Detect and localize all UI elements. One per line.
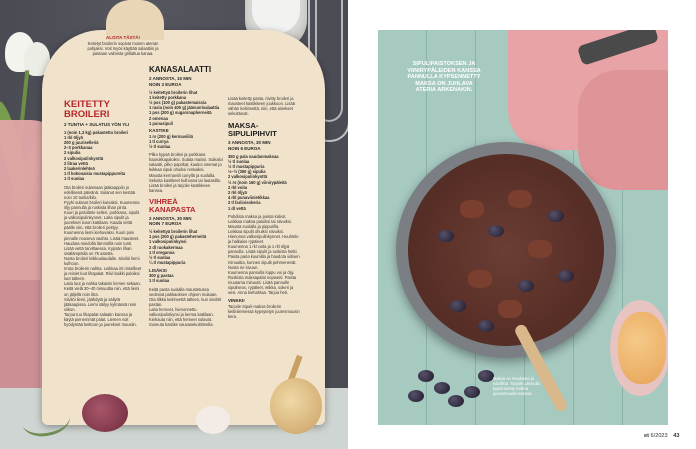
grape — [518, 280, 534, 292]
ingredient: ½ keitettyä broilerin lihat — [149, 229, 198, 235]
ingredient: 1 rasia (noin 400 g) jäävuorisalaattia — [149, 105, 220, 111]
method-step: Kuumenna 1 rkl voita ja 1 rkl öljyä pannulla. Lisää sipulit ja ruskista hetki. Paista paria kuumilla ja haudota viitisen minuuttia, kunnes sipulit pehmenevät. Nosta ne sivuun. — [228, 244, 300, 270]
ingredient: 2 litraa vettä — [64, 160, 88, 166]
ingredient: ¼ tl mustapippuria — [149, 260, 186, 266]
method-step: Mausta kermaviili curryllä ja suolalla. — [149, 172, 216, 178]
recipe-title: KEITETTY BROILERI — [64, 99, 110, 120]
cutting-board-handle — [106, 0, 164, 40]
photo-caption: Maksa on maukasta ja edullista. Tarjoile pannulla kypsennetty maksa juuresmuusin kanssa. — [493, 376, 540, 397]
liver-piece — [468, 270, 492, 288]
recipe-keitetty-broileri — [64, 100, 142, 327]
method-step: Leikkaa sipulit ohuiksi siivuiksi. Hienonna valkosipulinkynnet. Huuhtele ja halkaise rypäleet. — [228, 229, 299, 245]
ingredient: 2 dl ruokakermaa — [149, 244, 183, 250]
method-step: Keitä pasta suolalla maustetussa vedessä pakkauksen ohjeen mukaan. Ota tilkka keitinvettä talteen, kun siivilöit pastan. — [149, 286, 222, 307]
ingredient: ½ rs (noin 160 g) viinirypäleitä — [228, 179, 287, 185]
garlic — [196, 406, 230, 434]
recipe-meta: 2 TUNTIA + SULATUS YÖN YLI — [64, 121, 130, 127]
ingredient: 350 g pala naudanmaksaa — [228, 153, 279, 159]
grape — [418, 370, 434, 382]
liver-piece — [498, 300, 522, 318]
ingredient: 200 g juuriselleriä — [64, 139, 99, 145]
ingredient-list — [64, 130, 142, 182]
grape — [438, 230, 454, 242]
ingredient: 2 laakerinlehteä — [64, 165, 95, 171]
ingredient: 2 valkosipulinkynttä — [228, 174, 268, 180]
ingredient: 1 keitetty porkkana — [149, 94, 187, 100]
grape — [558, 270, 574, 282]
tip-text: Tarjoile Sipuli-maksa broilerin keitinliemessä kypsytetyn juuresmuusin kera. — [228, 303, 300, 320]
liver-piece — [460, 200, 484, 218]
ingredient: ½ tl suolaa — [149, 144, 171, 149]
method-step: Tarjoa tuo lihapalat salaatin kanssa ja käytä pienemmät palat. Liemen voit hyödyntää keittoon ja juurekset muusiin. — [64, 311, 137, 328]
method-step: Siivilöi liemi, jäähdytä ja säilytä jääkaapissa. Liemi säilyy kylmässä noin viikon. — [64, 296, 137, 312]
method-step: Kuumenna pannulla loppu voi ja öljy. Ruskista maksapalat nopeasti. Paista muutama minuutti. Lisää pannulle sipuliseos, rypäleet, etikka, sokeri ja vesi. Anna kiehahtaa. Tarjoa heti. — [228, 269, 297, 296]
grape — [450, 300, 466, 312]
method-step: Ota broileri sulamaan jääkaappiin jo edellisenä päivänä. Sulanut sen kestää noin 10 tuntia/kilo. — [64, 184, 136, 200]
recipe-title: KANASALAATTI — [149, 65, 212, 74]
issue-number: 6/2023 — [650, 433, 668, 439]
onion — [270, 378, 322, 434]
grape — [434, 382, 450, 394]
method-step: Irrota broilerin nahka. Leikkaa irti rintafileet ja reisiet luut lihapalat. Riivi kaikki paloiksi luut talteen. — [64, 266, 142, 282]
ingredient: ½ pss (100 g) pakastemaissia — [149, 99, 207, 105]
ingredient: 2 rkl voita — [228, 184, 248, 190]
grape — [478, 370, 494, 382]
ingredient: 1 tl suolaa — [64, 176, 85, 182]
recipe-meta: 2 ANNOSTA, 15 MIN NOIN 3 EUROA — [149, 76, 192, 87]
grape — [478, 320, 494, 332]
ingredient: 2–3 porkkanaa — [64, 145, 93, 151]
page-number: 43 — [673, 433, 680, 439]
grape — [464, 386, 480, 398]
ingredient: 1 tl suolaa — [149, 278, 170, 284]
tip-heading: VINKKI! — [228, 298, 245, 304]
extras-heading: LISÄKSI — [149, 267, 167, 273]
ingredient: 2 tl fariinisokeria — [228, 200, 261, 206]
ingredient: 1 dl vettä — [228, 205, 246, 211]
recipe-meta: 3 ANNOSTA, 30 MIN NOIN 6 EUROA — [228, 140, 271, 151]
method-step: Pilko kypsä broileri ja porkkana haarukkapaloiksi. Sulata maissi. Suikaloi salaatti, pilko paprikat, kuutioi omenat ja leikkaa sipuli ohuiksi renkaiksi. — [149, 152, 223, 173]
red-onion — [82, 394, 128, 432]
intro-heading: ALOITA TÄSTÄ! — [106, 35, 140, 40]
recipe-maksa-sipulipihvit — [228, 96, 300, 319]
recipe-title: MAKSA-SIPULIPIHVIT — [228, 121, 277, 139]
ingredient: 1 rkl öljyä — [64, 134, 83, 140]
intro-text: Keitetyt broilerin sopivat monen aterian pohjaksi. Voit myös käyttää salaattiin ja pastaan valmista grillattua kanaa. — [87, 40, 159, 56]
recipe-kanasalaatti — [149, 66, 223, 327]
method-step: Laita herneet, hienonnettu valkosipulinkynsi ja kerma kattilaan. Kiehauta niin, että herneet sulavat. Soseuta kastike sauvasekoittimella. — [149, 306, 214, 328]
ingredient: 1 rs (200 g) kermaviiliä — [149, 133, 193, 139]
method-step: Pyyhi sulanut broileri kuivaksi. Kuumenna öljy pannulla ja ruskista lihan pinta. — [64, 199, 140, 210]
sauce-heading: KASTIKE — [149, 128, 169, 133]
ingredient: 4 rkl punaviinietikkaa — [228, 195, 270, 201]
ingredient: 1 punasipuli — [149, 120, 173, 126]
method-step: Lisää keitetty pasta, riivitty broileri ja mausteet kastikkeen joukkoon. Lisää vähän keitinvettä, niin, että ainekset sekoittuvat. — [228, 96, 295, 117]
ingredient: ½ tl suolaa — [228, 158, 250, 164]
ingredient: 1 tl kokonaisia mustapippureita — [64, 171, 126, 177]
method-step: Laita luut ja nahka takaisin liemen sekaan. Keitä vielä 30–40 minuuttia niin, että liemi on jäljellä noin litra. — [64, 281, 141, 297]
grape — [448, 395, 464, 407]
ingredient: ⅓–½ (350 g) sipulia — [228, 169, 266, 175]
liver-piece — [508, 190, 532, 208]
ingredient: 2 sipulia — [64, 150, 81, 156]
ingredient: 1 tl currya — [149, 138, 169, 144]
ingredient: 1 valkosipulinkynsi — [149, 239, 187, 245]
ingredient: 2 rkl öljyä — [228, 189, 247, 195]
method-list — [64, 185, 142, 328]
root-vegetable-mash — [618, 312, 666, 384]
method-step: Nosta broileri leikkuulaudalle. Siivilöi liemi kulhoon. — [64, 255, 140, 266]
ingredient: 2 omenaa — [149, 115, 168, 121]
magazine-brand: et — [644, 433, 649, 439]
ingredient: ½ keitettyä broilerin lihat — [149, 89, 198, 95]
photo-headline: SIPULIPAISTOKSEN JA VIINIRYPÄLEIDEN KANSSA PANNULLA KYPSENNETTY MAKSA ON JUHLAVA ATERIA ARKENAKIN. — [407, 61, 481, 94]
liver-piece — [528, 240, 552, 258]
ingredient: ½ tl mustapippuria — [228, 163, 265, 169]
recipe-meta: 2 ANNOSTA, 30 MIN NOIN 7 EUROA — [149, 215, 192, 227]
ingredient: 1 (noin 1,3 kg) pakastettu broileri — [64, 129, 129, 135]
ingredient: 1 pss (200 g) sugarsnapherneitä — [149, 110, 212, 116]
page-footer — [644, 433, 679, 439]
ingredient: 1 pss (200 g) pakasteherneitä — [149, 234, 207, 240]
ingredient: 1 tl oreganoa — [149, 249, 175, 255]
method-step: Kuumenna liemi kiehuvaksi. Kuori pois pinnalle nouseva vaahto. Lisää mausteet. Hauduta miedolla lämmöllä noin tunti. Lisää vettä tarvittaessa. Kypsän lihan sisälämpötila on 75 astetta. — [64, 230, 140, 256]
ingredient: 2 valkosipulinkynttä — [64, 155, 104, 161]
grape — [408, 390, 424, 402]
ingredient: ½ tl suolaa — [149, 255, 171, 261]
ingredient: 300 g pastaa — [149, 273, 174, 279]
pink-towel-fold — [578, 70, 668, 190]
grape — [548, 210, 564, 222]
method-step: Puhdista maksa ja poista kalvot. Leikkaa maksa paloiksi tai siivuiksi. Mausta suolalla ja pippurilla. — [228, 213, 292, 229]
method-step: Kuori ja paloittele selleri, porkkana, sipulit ja valkosipulinkynnet. Laita sipulit ja juurekset isoon kattilaan. Kaada vettä päälle niin, että broileri peittyy. — [64, 210, 140, 231]
recipe-title: VIHREÄ KANAPASTA — [149, 196, 196, 214]
grape — [488, 225, 504, 237]
intro-box — [84, 36, 162, 56]
method-step: Sekoita kastikeet kulhossa tai lautasilla. Lisää broileri ja tarjoile kastikkeen kanssa. — [149, 177, 221, 193]
